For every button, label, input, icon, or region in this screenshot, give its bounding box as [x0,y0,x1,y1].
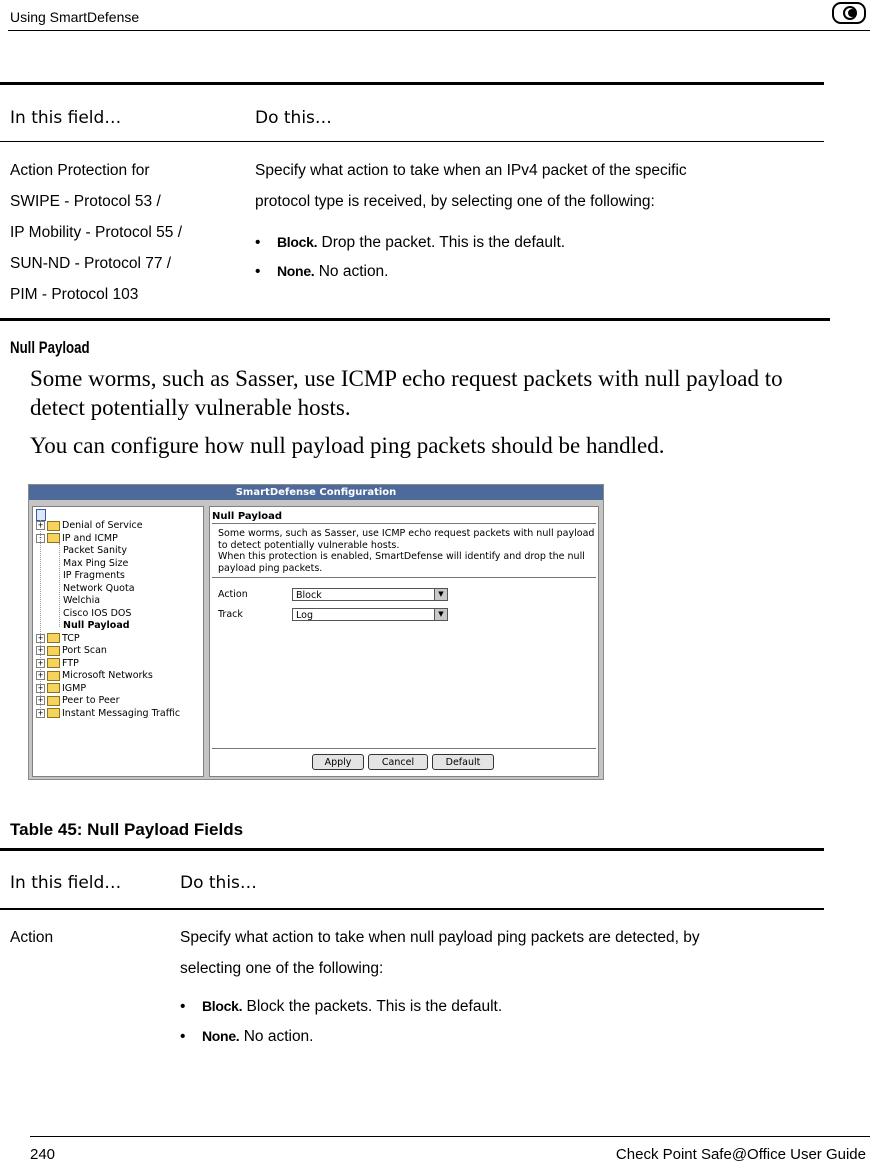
paragraph-line: Some worms, such as Sasser, use ICMP echo request packets with null payload to [30,366,783,391]
tree-item-label: Packet Sanity [63,545,127,556]
table2-header-rule [0,908,824,910]
header-rule [8,30,870,31]
tree-item-label: FTP [62,657,79,669]
tree-item[interactable] [36,645,107,657]
table1-field-line: Action Protection for [10,162,150,179]
tree-item-label: IP Fragments [63,570,125,581]
smartdefense-screenshot [28,484,604,780]
bullet-icon: • [255,263,261,280]
expand-icon[interactable]: + [37,671,44,679]
tree-item-label: Peer to Peer [62,695,120,706]
tree-item[interactable] [36,533,118,545]
running-header: Using SmartDefense [10,9,140,25]
default-button[interactable]: Default [432,754,494,770]
collapse-icon[interactable]: - [36,534,45,543]
tree-item[interactable] [36,708,180,720]
table2-bullet [180,1028,314,1046]
tree-panel [32,506,204,777]
table1-header-rule [0,141,824,142]
expand-icon[interactable]: + [37,683,44,692]
cancel-button[interactable]: Cancel [368,754,428,770]
table1-header-action: Do this… [255,108,332,128]
bullet-text: No action. [239,1028,314,1045]
bullet-keyword: None. [277,263,315,279]
folder-icon [47,683,60,693]
expand-icon[interactable]: + [37,521,44,529]
table1-field-cell [10,155,182,310]
tree-item[interactable] [36,633,80,645]
panel-heading: Null Payload [212,511,283,522]
table1-bullet [255,263,389,281]
tree-item[interactable] [36,695,120,707]
bullet-text: Drop the packet. This is the default. [317,234,566,251]
expand-icon[interactable]: + [37,658,44,667]
table2-top-rule [0,848,824,851]
tree-item[interactable] [36,670,153,682]
table1-field-line: IP Mobility - Protocol 55 / [10,224,183,241]
table2-desc-line: Specify what action to take when null payload ping packets are detected, by [180,929,700,946]
panel-divider [212,577,596,578]
section-heading: Null Payload [10,338,90,357]
folder-icon [47,696,60,706]
table2-header-action: Do this… [180,873,257,893]
tree-item-label: Instant Messaging Traffic [62,707,181,719]
table1-header-field: In this field… [10,108,122,128]
expand-icon[interactable]: + [37,696,44,704]
tree-item[interactable] [63,620,130,632]
paragraph-line: detect potentially vulnerable hosts. [30,395,351,420]
bullet-text: Block the packets. This is the default. [242,998,503,1015]
panel-desc-line: When this protection is enabled, SmartDefense will identify and drop the null [218,551,585,562]
tree-item-label: Microsoft Networks [62,670,153,681]
table2-desc-line: selecting one of the following: [180,960,384,977]
tree-item-label: TCP [62,632,80,644]
window-title: SmartDefense Configuration [29,485,603,500]
panel-desc-line: Some worms, such as Sasser, use ICMP echo request packets with null payload [218,528,595,539]
tree-item-label: Max Ping Size [63,557,129,569]
tree-item[interactable] [63,608,131,620]
action-select-value: Block [296,590,322,601]
table-caption: Table 45: Null Payload Fields [10,820,244,839]
chevron-down-icon[interactable]: ▼ [434,589,447,600]
guide-title: Check Point Safe@Office User Guide [615,1146,866,1163]
bullet-text: No action. [314,263,389,280]
table1-top-rule [0,82,824,85]
tree-item[interactable] [63,545,127,557]
panel-desc-line: payload ping packets. [218,562,323,574]
track-label: Track [218,609,243,620]
action-label: Action [218,589,248,600]
table1-field-line: SUN-ND - Protocol 77 / [10,255,172,272]
settings-panel [209,506,599,777]
table2-desc-cell [180,922,700,984]
panel-divider [212,748,596,749]
tree-item-label: IGMP [62,682,87,694]
bullet-icon: • [180,1028,186,1045]
table1-desc-cell [255,155,687,217]
track-select-value: Log [296,610,313,621]
expand-icon[interactable]: + [37,633,44,642]
tree-item-label: Cisco IOS DOS [63,607,132,619]
table1-desc-line: protocol type is received, by selecting one of the following: [255,193,655,210]
table1-field-line: PIM - Protocol 103 [10,286,139,303]
page-number: 240 [30,1146,56,1163]
table1-bottom-rule [0,318,830,321]
folder-icon [47,521,60,531]
bullet-icon: • [255,234,261,251]
panel-description [218,528,598,574]
bullet-icon: • [180,998,186,1015]
tree-item[interactable] [63,570,125,582]
panel-divider [212,523,596,524]
chevron-down-icon[interactable]: ▼ [434,609,447,620]
action-select[interactable] [292,588,448,601]
table1-bullet [255,234,565,252]
tree-item[interactable] [63,583,135,595]
apply-button[interactable]: Apply [312,754,364,770]
table1-desc-line: Specify what action to take when an IPv4 packet of the specific [255,162,687,179]
tree-item-label: Null Payload [63,620,130,631]
table2-header-field: In this field… [10,873,122,893]
folder-icon [47,533,60,543]
check-point-logo-icon [832,1,866,25]
tree-item[interactable] [36,683,86,695]
tree-item-label: Welchia [63,595,101,606]
tree-item[interactable] [63,558,128,570]
section-paragraph [30,364,783,422]
tree-item-label: Port Scan [62,645,107,656]
table2-field-cell: Action [10,929,54,946]
folder-icon [47,671,60,681]
folder-icon [47,658,60,668]
tree-item-label: IP and ICMP [62,532,118,544]
folder-icon [47,646,60,656]
expand-icon[interactable]: + [37,646,44,654]
footer-rule [30,1136,870,1137]
section-paragraph: You can configure how null payload ping packets should be handled. [30,433,665,458]
folder-icon [47,633,60,643]
table2-bullet [180,998,502,1016]
expand-icon[interactable]: + [37,708,44,717]
track-select[interactable] [292,608,448,621]
bullet-keyword: Block. [202,998,243,1014]
bullet-keyword: Block. [277,234,318,250]
tree-item-label: Denial of Service [62,520,143,531]
tree-item-label: Network Quota [63,582,135,594]
table1-field-line: SWIPE - Protocol 53 / [10,193,161,210]
tree-guide-line [59,543,60,627]
tree-item[interactable] [63,595,100,607]
folder-icon [47,708,60,718]
bullet-keyword: None. [202,1028,240,1044]
tree-item[interactable] [36,520,143,532]
panel-desc-line: to detect potentially vulnerable hosts. [218,539,400,551]
tree-item[interactable] [36,658,79,670]
